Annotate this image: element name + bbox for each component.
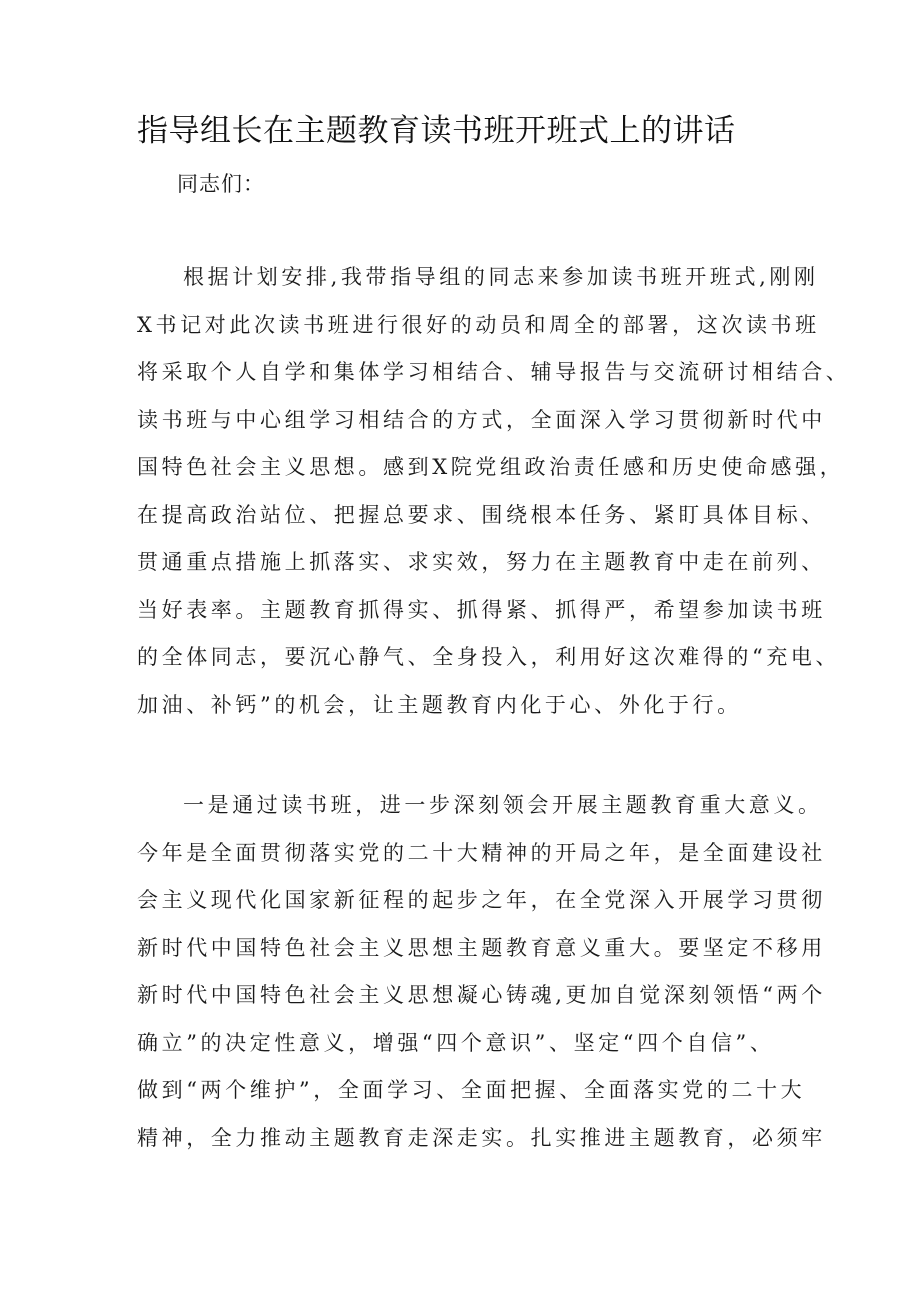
paragraph-line: 贯通重点措施上抓落实、求实效，努力在主题教育中走在前列、 (137, 550, 826, 574)
paragraph-line: 精神，全力推动主题教育走深走实。扎实推进主题教育，必须牢 (137, 1125, 826, 1150)
paragraph-line: 国特色社会主义思想。感到X院党组政治责任感和历史使命感强， (137, 455, 845, 479)
paragraph-line: 当好表率。主题教育抓得实、抓得紧、抓得严，希望参加读书班 (137, 597, 826, 622)
salutation: 同志们： (177, 172, 265, 196)
paragraph-line: 的全体同志，要沉心静气、全身投入，利用好这次难得的“充电、 (137, 645, 841, 669)
paragraph-line: 读书班与中心组学习相结合的方式，全面深入学习贯彻新时代中 (137, 407, 826, 432)
paragraph-line: 将采取个人自学和集体学习相结合、辅导报告与交流研讨相结合、 (137, 360, 851, 384)
paragraph-line: 做到“两个维护”，全面学习、全面把握、全面落实党的二十大 (137, 1078, 806, 1102)
paragraph-line: 今年是全面贯彻落实党的二十大精神的开局之年，是全面建设社 (137, 840, 826, 865)
paragraph-line: 在提高政治站位、把握总要求、围绕根本任务、紧盯具体目标、 (137, 502, 826, 527)
paragraph-line: 新时代中国特色社会主义思想主题教育意义重大。要坚定不移用 (137, 935, 826, 960)
paragraph-line: X书记对此次读书班进行很好的动员和周全的部署，这次读书班 (137, 312, 820, 337)
paragraph-line: 根据计划安排,我带指导组的同志来参加读书班开班式,刚刚 (183, 265, 819, 289)
paragraph-line: 新时代中国特色社会主义思想凝心铸魂,更加自觉深刻领悟“两个 (137, 983, 826, 1007)
paragraph-2 (137, 782, 826, 1162)
paragraph-1 (137, 254, 851, 729)
paragraph-line: 确立”的决定性意义，增强“四个意识”、坚定“四个自信”、 (137, 1030, 775, 1055)
paragraph-line: 一是通过读书班，进一步深刻领会开展主题教育重大意义。 (183, 793, 823, 817)
document-title: 指导组长在主题教育读书班开班式上的讲话 (137, 113, 736, 149)
paragraph-line: 加油、补钙”的机会，让主题教育内化于心、外化于行。 (137, 692, 742, 717)
paragraph-line: 会主义现代化国家新征程的起步之年，在全党深入开展学习贯彻 (137, 888, 826, 912)
